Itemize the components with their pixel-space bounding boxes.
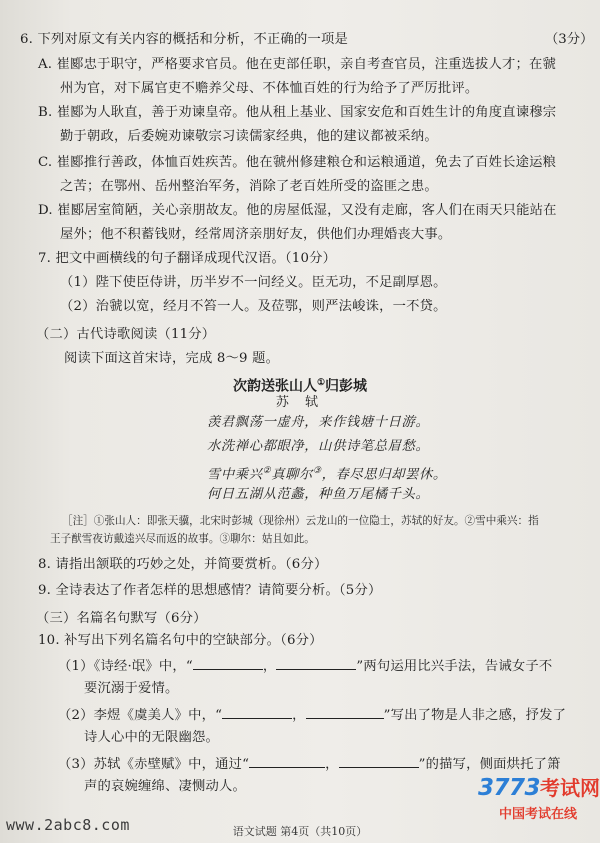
section2-intro: 阅读下面这首宋诗，完成 8～9 题。 bbox=[64, 351, 280, 366]
q7-stem: 7. 把文中画横线的句子翻译成现代汉语。（10分） bbox=[38, 251, 337, 266]
poem-line-3-part1: 雪中乘兴 bbox=[207, 467, 263, 483]
logo-tagline: 中国考试在线 bbox=[498, 807, 577, 822]
q6-option-d-line1: D. 崔郾居室简陋，关心亲朋故友。他的房屋低湿，又没有走廊，客人们在雨天只能站在 bbox=[38, 203, 557, 218]
poem-line-1: 羡君飘荡一虚舟，来作钱塘十日游。 bbox=[207, 415, 430, 430]
q10-blank-3a[interactable] bbox=[249, 754, 325, 768]
logo-number: 3773 bbox=[478, 775, 541, 801]
poem-line-3-part3: ，春尽思归却罢休。 bbox=[321, 467, 447, 483]
q10-blank-1a[interactable] bbox=[193, 656, 263, 670]
q7-sentence-2: （2）治虢以宽，经月不笞一人。及莅鄂，则严法峻诛，一不贷。 bbox=[60, 299, 447, 314]
q10-stem: 10. 补写出下列名篇名句中的空缺部分。（6分） bbox=[38, 633, 323, 648]
poem-title-part1: 次韵送张山人 bbox=[232, 378, 317, 395]
q6-option-b-line2: 勤于朝政，后委婉劝谏敬宗习读儒家经典，他的建议都被采纳。 bbox=[60, 129, 438, 144]
q6-option-d-line2: 屋外；他不积蓄钱财，经常周济亲朋好友，供他们办理婚丧大事。 bbox=[60, 227, 452, 242]
q10-blank-3b[interactable] bbox=[339, 754, 419, 768]
poem-title-note-mark: ① bbox=[316, 378, 326, 388]
q6-stem: 6. 下列对原文有关内容的概括和分析，不正确的一项是 bbox=[20, 32, 348, 47]
watermark-left-url: www.2abc8.com bbox=[6, 816, 130, 834]
q10-item-2-cont: 诗人心中的无限幽怨。 bbox=[84, 730, 219, 745]
q6-option-c-line2: 之苦；在鄂州、岳州整治军务，消除了老百姓所受的盗匪之患。 bbox=[60, 179, 438, 194]
section3-heading: （三）名篇名句默写（6分） bbox=[36, 611, 207, 626]
poem-note-line-2: 王子猷雪夜访戴逵兴尽而返的故事。③聊尔：姑且如此。 bbox=[50, 533, 315, 545]
poem-line-4: 何日五湖从范蠡，种鱼万尾橘千头。 bbox=[207, 487, 430, 502]
poem-line-3-note-mark-3: ③ bbox=[312, 466, 322, 476]
q6-option-b-line1: B. 崔郾为人耿直，善于劝谏皇帝。他从租上基业、国家安危和百姓生计的角度直谏穆宗 bbox=[38, 105, 557, 120]
q10-item-1: （1）《诗经·氓》中，“ ， ”两句运用比兴手法，告诫女子不 bbox=[58, 656, 552, 676]
poem-note-line-1: ［注］①张山人：即张天骥，北宋时彭城（现徐州）云龙山的一位隐士，苏轼的好友。②雪中乘兴：指 bbox=[62, 515, 539, 527]
q9-stem: 9. 全诗表达了作者怎样的思想感情？请简要分析。（5分） bbox=[38, 583, 382, 598]
q8-stem: 8. 请指出颔联的巧妙之处，并简要赏析。（6分） bbox=[38, 557, 328, 572]
q6-option-c-line1: C. 崔郾推行善政，体恤百姓疾苦。他在虢州修建粮仓和运粮通道，免去了百姓长途运粮 bbox=[38, 155, 557, 170]
q10-item-1-suffix: ”两句运用比兴手法，告诫女子不 bbox=[356, 659, 553, 674]
q10-item-1-prefix: （1）《诗经·氓》中，“ bbox=[58, 659, 193, 674]
q10-item-2-suffix: ”写出了物是人非之感，抒发了 bbox=[383, 708, 567, 723]
q6-option-a-line2: 州为官，对下属官吏不赡养父母、不体恤百姓的行为给予了严厉批评。 bbox=[60, 81, 479, 96]
q10-blank-2a[interactable] bbox=[222, 705, 292, 719]
q10-item-3-cont: 声的哀婉缠绵、凄恻动人。 bbox=[84, 779, 246, 794]
q10-item-2-prefix: （2）李煜《虞美人》中，“ bbox=[58, 708, 223, 723]
q7-sentence-1: （1）陛下使臣侍讲，历半岁不一问经义。臣无功，不足副厚恩。 bbox=[60, 275, 447, 290]
poem-line-3-note-mark-2: ② bbox=[262, 466, 272, 476]
q10-blank-2b[interactable] bbox=[306, 705, 384, 719]
q10-item-2: （2）李煜《虞美人》中，“ ， ”写出了物是人非之感，抒发了 bbox=[58, 705, 566, 725]
poem-line-3-part2: 真聊尔 bbox=[271, 467, 313, 483]
poem-line-2: 水洗禅心都眼净，山供诗笔总眉愁。 bbox=[207, 439, 430, 454]
poem-title-part2: 归彭城 bbox=[325, 378, 368, 395]
section2-heading: （二）古代诗歌阅读（11分） bbox=[36, 327, 216, 342]
q6-points: （3分） bbox=[545, 32, 594, 47]
logo-name: 考试网 bbox=[540, 776, 600, 800]
q10-blank-1b[interactable] bbox=[276, 656, 356, 670]
q6-option-a-line1: A. 崔郾忠于职守，严格要求官员。他在吏部任职，亲自考查官员，注重选拔人才；在虢 bbox=[38, 57, 557, 72]
site-logo bbox=[478, 772, 598, 834]
q10-item-3-suffix: ”的描写，侧面烘托了箫 bbox=[418, 757, 561, 772]
poem-title bbox=[0, 374, 600, 396]
q10-item-3-prefix: （3）苏轼《赤壁赋》中，通过“ bbox=[58, 757, 250, 772]
poem-author: 苏 轼 bbox=[275, 395, 325, 410]
poem-line-3 bbox=[207, 462, 447, 484]
q10-item-1-cont: 要沉溺于爱情。 bbox=[84, 681, 179, 696]
page-footer: 语文试题 第4页（共10页） bbox=[232, 825, 368, 838]
q10-item-3: （3）苏轼《赤壁赋》中，通过“ ， ”的描写，侧面烘托了箫 bbox=[58, 754, 561, 774]
